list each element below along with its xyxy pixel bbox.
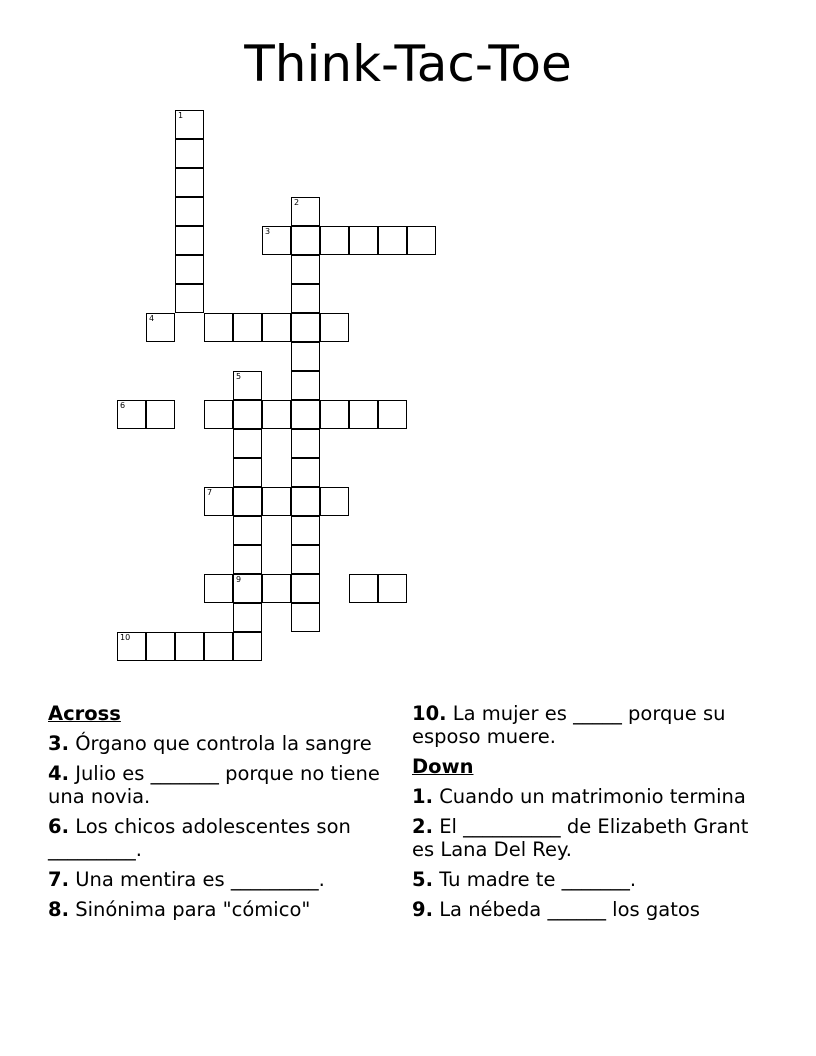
across-clue-10 (412, 702, 752, 748)
clue-number-label: 1 (178, 111, 184, 120)
clue-number: 3. (48, 732, 69, 755)
clue-text: Tu madre te _______. (439, 868, 637, 891)
down-clue-1 (412, 785, 752, 808)
grid-cell[interactable] (175, 226, 204, 255)
grid-cell[interactable] (233, 458, 262, 487)
grid-cell[interactable] (291, 545, 320, 574)
grid-cell[interactable] (175, 255, 204, 284)
grid-cell[interactable] (262, 226, 291, 255)
across-clue-3 (48, 732, 388, 755)
grid-cell[interactable] (320, 226, 349, 255)
clues-right-column (412, 702, 752, 928)
grid-cell[interactable] (407, 226, 436, 255)
clue-text: Cuando un matrimonio termina (439, 785, 746, 808)
grid-cell[interactable] (378, 574, 407, 603)
grid-cell[interactable] (262, 400, 291, 429)
clue-number-label: 6 (120, 401, 126, 410)
grid-cell[interactable] (233, 429, 262, 458)
across-clue-4 (48, 762, 388, 808)
grid-cell[interactable] (291, 371, 320, 400)
grid-cell[interactable] (291, 516, 320, 545)
grid-cell[interactable] (146, 400, 175, 429)
page-title: Think-Tac-Toe (244, 35, 572, 93)
grid-cell[interactable] (175, 284, 204, 313)
clue-text: El __________ de Elizabeth Grant es Lana Del Rey. (412, 815, 749, 861)
grid-cell[interactable] (291, 429, 320, 458)
grid-cell[interactable] (233, 603, 262, 632)
grid-cell[interactable] (233, 516, 262, 545)
clue-number: 7. (48, 868, 69, 891)
across-clue-7 (48, 868, 388, 891)
grid-cell[interactable] (349, 574, 378, 603)
grid-cell[interactable] (175, 632, 204, 661)
clue-text: Los chicos adolescentes son _________. (48, 815, 351, 861)
grid-cell[interactable] (117, 632, 146, 661)
across-clue-8 (48, 898, 388, 921)
grid-cell[interactable] (291, 574, 320, 603)
clue-number: 1. (412, 785, 433, 808)
grid-cell[interactable] (320, 400, 349, 429)
grid-cell[interactable] (233, 313, 262, 342)
grid-cell[interactable] (291, 487, 320, 516)
grid-cell[interactable] (233, 400, 262, 429)
grid-cell[interactable] (291, 255, 320, 284)
clue-number-label: 2 (294, 198, 300, 207)
grid-cell[interactable] (117, 400, 146, 429)
grid-cell[interactable] (204, 632, 233, 661)
grid-cell[interactable] (378, 226, 407, 255)
clues-left-column (48, 702, 388, 928)
grid-cell[interactable] (175, 168, 204, 197)
grid-cell[interactable] (204, 574, 233, 603)
clue-number: 4. (48, 762, 69, 785)
clue-text: Sinónima para "cómico" (75, 898, 311, 921)
grid-cell[interactable] (233, 487, 262, 516)
clue-number: 9. (412, 898, 433, 921)
clue-text: Julio es _______ porque no tiene una novia. (48, 762, 380, 808)
grid-cell[interactable] (175, 139, 204, 168)
down-clue-9 (412, 898, 752, 921)
grid-cell[interactable] (204, 487, 233, 516)
grid-cell[interactable] (291, 313, 320, 342)
down-clue-5 (412, 868, 752, 891)
grid-cell[interactable] (320, 487, 349, 516)
clue-number: 2. (412, 815, 433, 838)
clue-text: Órgano que controla la sangre (75, 732, 372, 755)
clue-number-label: 10 (120, 633, 131, 642)
grid-cell[interactable] (233, 545, 262, 574)
grid-cell[interactable] (262, 487, 291, 516)
grid-cell[interactable] (262, 574, 291, 603)
clue-number: 8. (48, 898, 69, 921)
grid-cell[interactable] (320, 313, 349, 342)
clue-text: La mujer es _____ porque su esposo muere. (412, 702, 726, 748)
across-heading: Across (48, 702, 121, 725)
grid-cell[interactable] (291, 400, 320, 429)
clue-number: 10. (412, 702, 447, 725)
clue-text: La nébeda ______ los gatos (439, 898, 700, 921)
grid-cell[interactable] (291, 342, 320, 371)
grid-cell[interactable] (175, 197, 204, 226)
grid-cell[interactable] (204, 400, 233, 429)
grid-cell[interactable] (233, 632, 262, 661)
grid-cell[interactable] (291, 458, 320, 487)
grid-cell[interactable] (291, 284, 320, 313)
grid-cell[interactable] (378, 400, 407, 429)
grid-cell[interactable] (291, 197, 320, 226)
across-clue-6 (48, 815, 388, 861)
grid-cell[interactable] (291, 603, 320, 632)
grid-cell[interactable] (262, 313, 291, 342)
grid-cell[interactable] (233, 574, 262, 603)
grid-cell[interactable] (349, 226, 378, 255)
grid-cell[interactable] (146, 632, 175, 661)
grid-cell[interactable] (204, 313, 233, 342)
grid-cell[interactable] (349, 400, 378, 429)
clue-number-label: 4 (149, 314, 155, 323)
clue-number-label: 9 (236, 575, 242, 584)
clue-number-label: 7 (207, 488, 213, 497)
grid-cell[interactable] (175, 110, 204, 139)
grid-cell[interactable] (233, 371, 262, 400)
clue-number: 6. (48, 815, 69, 838)
down-heading: Down (412, 755, 474, 778)
clue-text: Una mentira es _________. (75, 868, 325, 891)
clue-number-label: 5 (236, 372, 242, 381)
down-clue-2 (412, 815, 752, 861)
grid-cell[interactable] (291, 226, 320, 255)
grid-cell[interactable] (146, 313, 175, 342)
clue-number-label: 3 (265, 227, 271, 236)
clue-number: 5. (412, 868, 433, 891)
